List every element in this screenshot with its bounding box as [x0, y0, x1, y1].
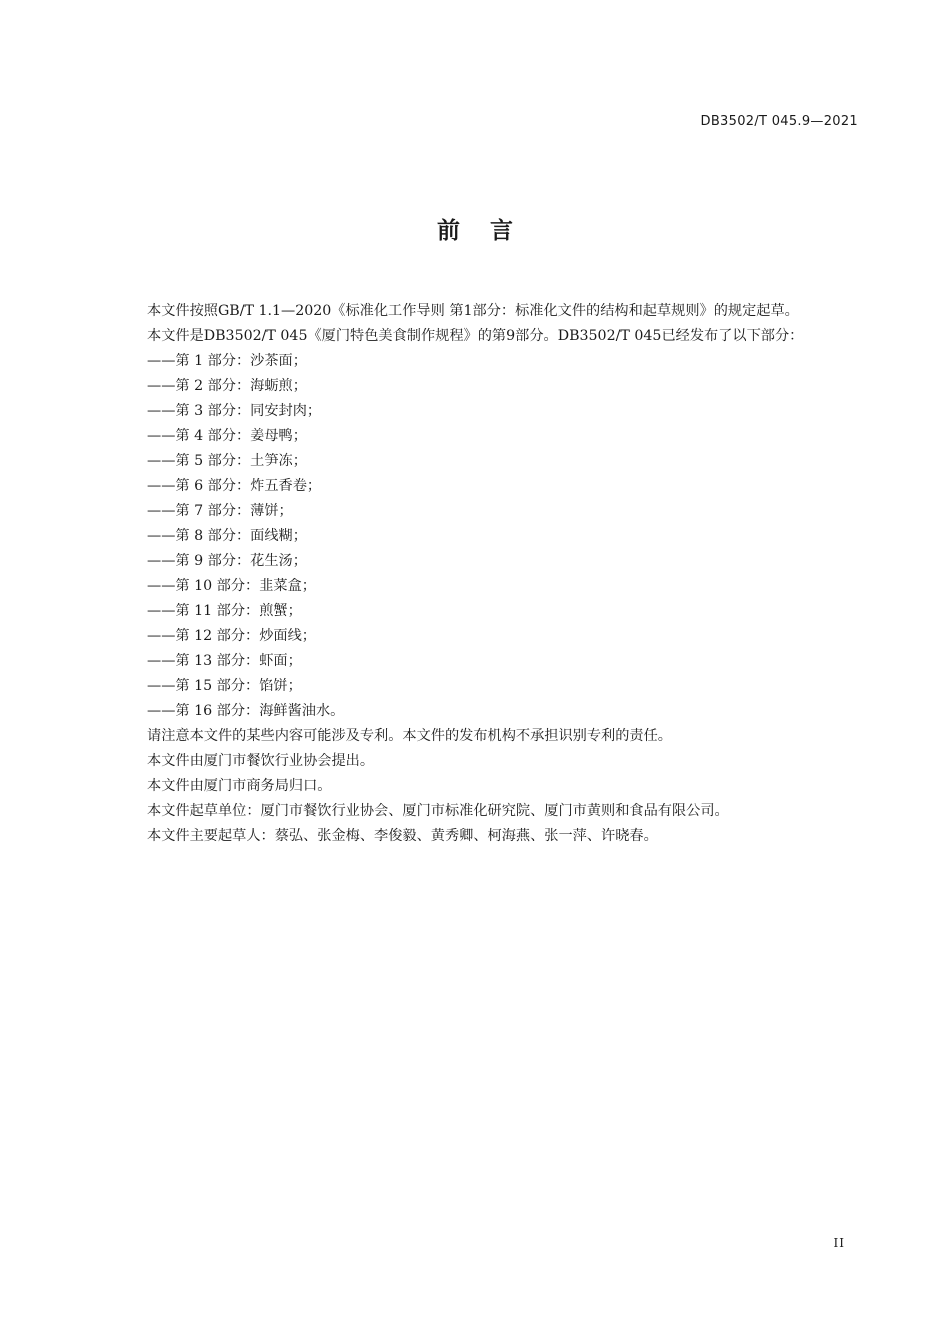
- list-item: ——第 3 部分：同安封肉；: [147, 403, 322, 419]
- document-code: DB3502/T 045.9—2021: [700, 114, 858, 129]
- list-item: ——第 10 部分：韭菜盒；: [147, 578, 316, 594]
- document-body: [114, 299, 860, 849]
- paragraph-drafting-units: 本文件起草单位：厦门市餐饮行业协会、厦门市标准化研究院、厦门市黄则和食品有限公司。: [147, 803, 729, 819]
- paragraph-series-intro: 本文件是DB3502/T 045《厦门特色美食制作规程》的第9部分。DB3502/T 045已经发布了以下部分：: [147, 328, 804, 344]
- list-item: ——第 5 部分：土笋冻；: [147, 453, 307, 469]
- list-item: ——第 8 部分：面线糊；: [147, 528, 307, 544]
- list-item: ——第 7 部分：薄饼；: [147, 503, 293, 519]
- paragraph-drafters: 本文件主要起草人：蔡弘、张金梅、李俊毅、黄秀卿、柯海燕、张一萍、许晓春。: [147, 828, 658, 844]
- list-item: ——第 16 部分：海鲜酱油水。: [147, 703, 345, 719]
- paragraph-patent-notice: 请注意本文件的某些内容可能涉及专利。本文件的发布机构不承担识别专利的责任。: [147, 728, 672, 744]
- paragraph-proposer: 本文件由厦门市餐饮行业协会提出。: [147, 753, 375, 769]
- page-number: II: [833, 1236, 845, 1250]
- list-item: ——第 6 部分：炸五香卷；: [147, 478, 322, 494]
- list-item: ——第 1 部分：沙茶面；: [147, 353, 307, 369]
- paragraph-administrator: 本文件由厦门市商务局归口。: [147, 778, 332, 794]
- list-item: ——第 9 部分：花生汤；: [147, 553, 307, 569]
- list-item: ——第 15 部分：馅饼；: [147, 678, 302, 694]
- list-item: ——第 4 部分：姜母鸭；: [147, 428, 307, 444]
- list-item: ——第 11 部分：煎蟹；: [147, 603, 302, 619]
- parts-list: [114, 349, 860, 724]
- list-item: ——第 12 部分：炒面线；: [147, 628, 316, 644]
- page-title: 前言: [437, 218, 543, 244]
- list-item: ——第 13 部分：虾面；: [147, 653, 302, 669]
- list-item: ——第 2 部分：海蛎煎；: [147, 378, 307, 394]
- paragraph-drafting-basis: 本文件按照GB/T 1.1—2020《标准化工作导则 第1部分：标准化文件的结构和起草规则》的规定起草。: [147, 303, 799, 319]
